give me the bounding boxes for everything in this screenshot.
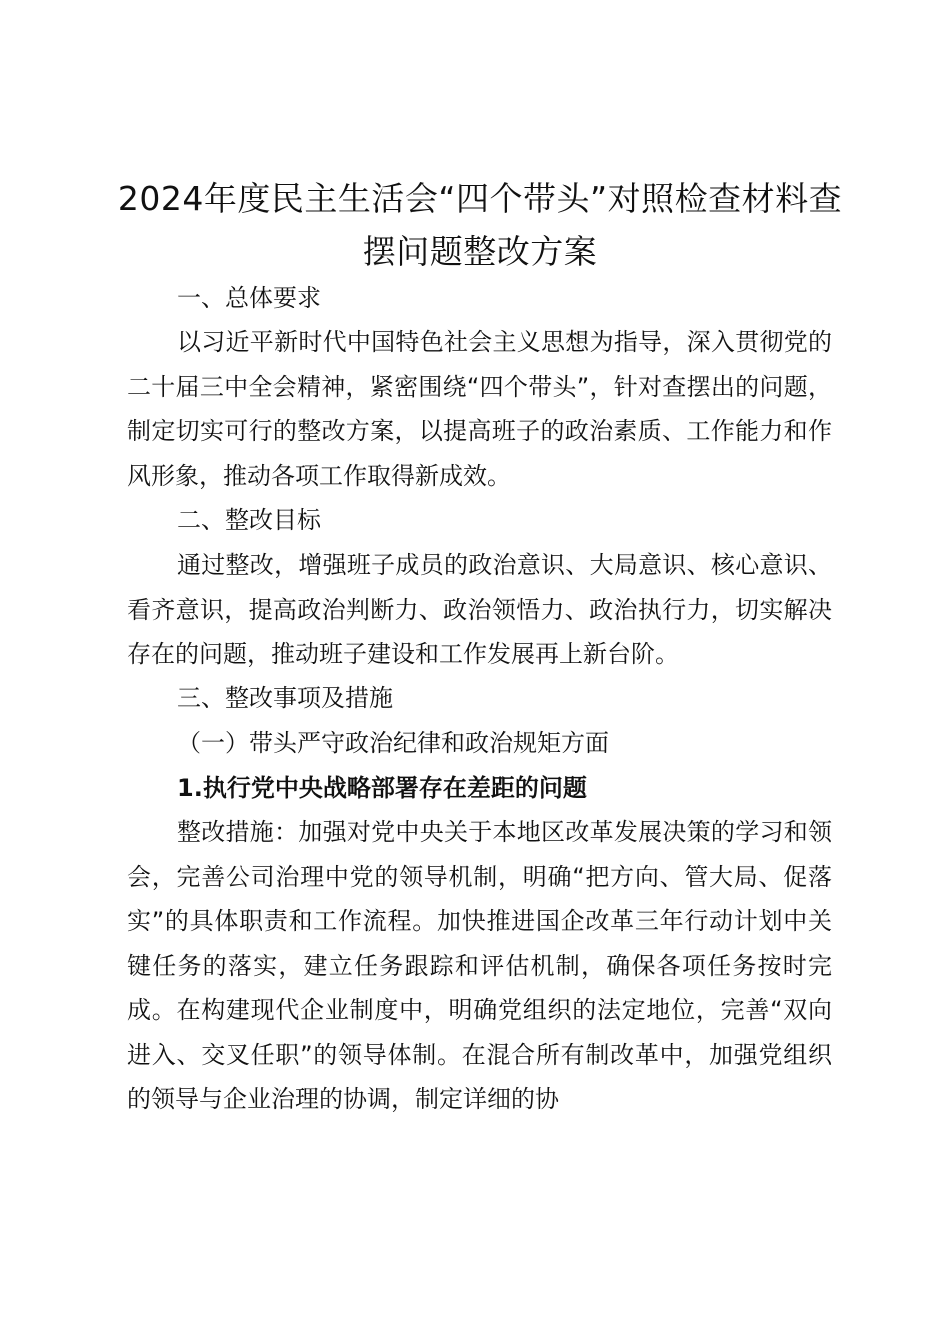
document-title: 2024年度民主生活会“四个带头”对照检查材料查摆问题整改方案 <box>117 179 843 271</box>
item-heading-strategy-execution: 1.执行党中央战略部署存在差距的问题 <box>177 774 587 802</box>
section-heading-goals: 二、整改目标 <box>177 506 321 534</box>
item-paragraph-measures: 整改措施：加强对党中央关于本地区改革发展决策的学习和领会，完善公司治理中党的领导机制，明确“把方向、管大局、促落实”的具体职责和工作流程。加快推进国企改革三年行动计划中关键任务的落实，建立任务跟踪和评估机制，确保各项任务按时完成。在构建现代企业制度中，明确党组织的法定地位，完善“双向进入、交叉任职”的领导体制。在混合所有制改革中，加强党组织的领导与企业治理的协调，制定详细的协 <box>127 818 832 1113</box>
section-paragraph-general-requirements: 以习近平新时代中国特色社会主义思想为指导，深入贯彻党的二十届三中全会精神，紧密围绕“四个带头”，针对查摆出的问题，制定切实可行的整改方案，以提高班子的政治素质、工作能力和作风形象，推动各项工作取得新成效。 <box>127 328 832 490</box>
section-heading-general-requirements: 一、总体要求 <box>177 284 321 312</box>
section-heading-measures: 三、整改事项及措施 <box>177 684 393 712</box>
subsection-heading-discipline: （一）带头严守政治纪律和政治规矩方面 <box>177 729 609 757</box>
section-paragraph-goals: 通过整改，增强班子成员的政治意识、大局意识、核心意识、看齐意识，提高政治判断力、政治领悟力、政治执行力，切实解决存在的问题，推动班子建设和工作发展再上新台阶。 <box>127 551 832 668</box>
